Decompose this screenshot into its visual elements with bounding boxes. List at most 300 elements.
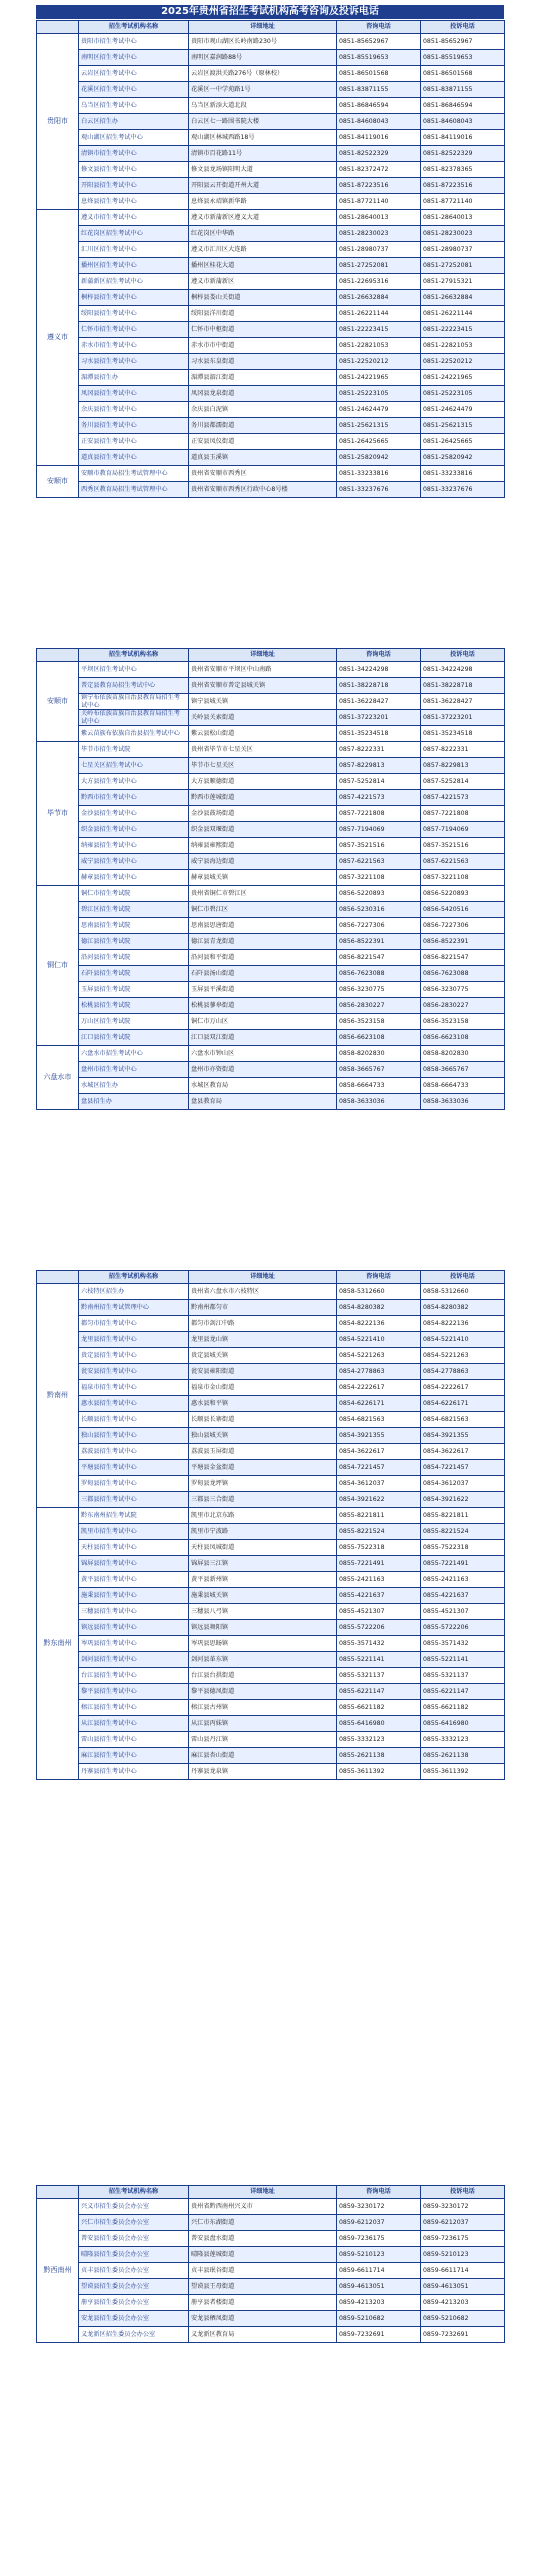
complaint-phone: 0857-4221573	[421, 790, 505, 806]
address: 清镇市百花路11号	[189, 146, 337, 162]
institution-name: 六盘水市招生考试中心	[79, 1046, 189, 1062]
institution-name: 平坝区招生考试中心	[79, 662, 189, 678]
consult-phone: 0859-5210123	[337, 2247, 421, 2263]
complaint-phone: 0854-3921355	[421, 1428, 505, 1444]
consult-phone: 0857-6221563	[337, 854, 421, 870]
consult-phone: 0851-38228718	[337, 678, 421, 694]
consult-phone: 0857-3221108	[337, 870, 421, 886]
address: 榕江县古州镇	[189, 1700, 337, 1716]
header-cell: 详细地址	[189, 2186, 337, 2199]
table-row	[37, 1364, 505, 1380]
table-row	[37, 322, 505, 338]
address: 丹寨县龙泉镇	[189, 1764, 337, 1780]
address: 纳雍县雍熙街道	[189, 838, 337, 854]
complaint-phone: 0851-35234518	[421, 726, 505, 742]
institution-name: 黄平县招生考试中心	[79, 1572, 189, 1588]
table-row	[37, 1588, 505, 1604]
consult-phone: 0851-85519653	[337, 50, 421, 66]
complaint-phone: 0851-87721140	[421, 194, 505, 210]
complaint-phone: 0859-6611714	[421, 2263, 505, 2279]
consult-phone: 0855-3332123	[337, 1732, 421, 1748]
consult-phone: 0851-86846594	[337, 98, 421, 114]
consult-phone: 0858-6664733	[337, 1078, 421, 1094]
consult-phone: 0858-5312660	[337, 1284, 421, 1300]
institution-name: 紫云苗族布依族自治县招生考试中心	[79, 726, 189, 742]
address: 石阡县汤山街道	[189, 966, 337, 982]
consult-phone: 0851-35234518	[337, 726, 421, 742]
institution-name: 黔西市招生考试中心	[79, 790, 189, 806]
consult-phone: 0854-3612037	[337, 1476, 421, 1492]
consult-phone: 0858-3665767	[337, 1062, 421, 1078]
institution-name: 平塘县招生考试中心	[79, 1460, 189, 1476]
address: 红花岗区中华路	[189, 226, 337, 242]
table-row	[37, 934, 505, 950]
institution-name: 修文县招生考试中心	[79, 162, 189, 178]
complaint-phone: 0855-2621138	[421, 1748, 505, 1764]
address: 务川县都濡街道	[189, 418, 337, 434]
institution-name: 天柱县招生考试中心	[79, 1540, 189, 1556]
consult-phone: 0854-2222617	[337, 1380, 421, 1396]
table-row	[37, 306, 505, 322]
complaint-phone: 0851-28980737	[421, 242, 505, 258]
table-row	[37, 966, 505, 982]
table-row	[37, 1748, 505, 1764]
institution-name: 榕江县招生考试中心	[79, 1700, 189, 1716]
table-row	[37, 1428, 505, 1444]
address: 凯里市北京东路	[189, 1508, 337, 1524]
address: 黔南州都匀市	[189, 1300, 337, 1316]
contact-table-1	[36, 20, 504, 498]
institution-name: 晴隆县招生委员会办公室	[79, 2247, 189, 2263]
table-row	[37, 790, 505, 806]
address: 乌当区新添大道北段	[189, 98, 337, 114]
table-row	[37, 1524, 505, 1540]
header-cell: 投诉电话	[421, 2186, 505, 2199]
complaint-phone: 0858-5312660	[421, 1284, 505, 1300]
consult-phone: 0857-7221808	[337, 806, 421, 822]
institution-name: 黔南州招生考试管理中心	[79, 1300, 189, 1316]
address: 大方县顺德街道	[189, 774, 337, 790]
table-row	[37, 1316, 505, 1332]
institution-name: 兴义市招生委员会办公室	[79, 2199, 189, 2215]
consult-phone: 0851-82522329	[337, 146, 421, 162]
table-row	[37, 162, 505, 178]
consult-phone: 0855-7221491	[337, 1556, 421, 1572]
institution-name: 凯里市招生考试中心	[79, 1524, 189, 1540]
institution-name: 余庆县招生考试中心	[79, 402, 189, 418]
consult-phone: 0851-24624479	[337, 402, 421, 418]
address: 盘县教育局	[189, 1094, 337, 1110]
consult-phone: 0851-28980737	[337, 242, 421, 258]
institution-name: 雷山县招生考试中心	[79, 1732, 189, 1748]
table-row	[37, 1062, 505, 1078]
complaint-phone: 0851-25621315	[421, 418, 505, 434]
consult-phone: 0851-86501568	[337, 66, 421, 82]
complaint-phone: 0855-6621182	[421, 1700, 505, 1716]
address: 湄潭县湄江街道	[189, 370, 337, 386]
address: 普安县盘水街道	[189, 2231, 337, 2247]
table-row	[37, 1652, 505, 1668]
institution-name: 独山县招生考试中心	[79, 1428, 189, 1444]
table-row	[37, 258, 505, 274]
complaint-phone: 0856-3523158	[421, 1014, 505, 1030]
consult-phone: 0851-25820942	[337, 450, 421, 466]
address: 贞丰县珉谷街道	[189, 2263, 337, 2279]
complaint-phone: 0857-8222331	[421, 742, 505, 758]
address: 义龙新区教育局	[189, 2327, 337, 2343]
consult-phone: 0855-3571432	[337, 1636, 421, 1652]
complaint-phone: 0851-25223105	[421, 386, 505, 402]
table-row	[37, 2199, 505, 2215]
address: 贵州省安顺市西秀区	[189, 466, 337, 482]
consult-phone: 0851-83871155	[337, 82, 421, 98]
table-row	[37, 1078, 505, 1094]
table-row	[37, 822, 505, 838]
consult-phone: 0857-4221573	[337, 790, 421, 806]
institution-name: 铜仁市招生考试院	[79, 886, 189, 902]
complaint-phone: 0859-5210682	[421, 2311, 505, 2327]
table-row	[37, 1412, 505, 1428]
consult-phone: 0851-24221965	[337, 370, 421, 386]
address: 桐梓县娄山关街道	[189, 290, 337, 306]
complaint-phone: 0856-2830227	[421, 998, 505, 1014]
table-row	[37, 1444, 505, 1460]
address: 荔波县玉屏街道	[189, 1444, 337, 1460]
complaint-phone: 0859-4213203	[421, 2295, 505, 2311]
consult-phone: 0858-8202830	[337, 1046, 421, 1062]
address: 镇远县舞阳镇	[189, 1620, 337, 1636]
header-cell: 详细地址	[189, 21, 337, 34]
address: 紫云县松山街道	[189, 726, 337, 742]
complaint-phone: 0851-27915321	[421, 274, 505, 290]
address: 平塘县金盆街道	[189, 1460, 337, 1476]
consult-phone: 0855-6416980	[337, 1716, 421, 1732]
table-row	[37, 210, 505, 226]
institution-name: 汇川区招生考试中心	[79, 242, 189, 258]
complaint-phone: 0856-8522391	[421, 934, 505, 950]
table-row	[37, 354, 505, 370]
consult-phone: 0851-26425665	[337, 434, 421, 450]
consult-phone: 0856-7623088	[337, 966, 421, 982]
contact-table	[36, 1270, 505, 1780]
consult-phone: 0856-5230316	[337, 902, 421, 918]
address: 思南县思唐街道	[189, 918, 337, 934]
address: 罗甸县龙坪镇	[189, 1476, 337, 1492]
header-cell: 投诉电话	[421, 649, 505, 662]
complaint-phone: 0851-82522329	[421, 146, 505, 162]
complaint-phone: 0855-5221141	[421, 1652, 505, 1668]
address: 望谟县王母街道	[189, 2279, 337, 2295]
address: 息烽县永靖镇新华路	[189, 194, 337, 210]
institution-name: 思南县招生考试院	[79, 918, 189, 934]
institution-name: 凤冈县招生考试中心	[79, 386, 189, 402]
institution-name: 新蒲新区招生考试中心	[79, 274, 189, 290]
table-row	[37, 2327, 505, 2343]
complaint-phone: 0855-3611392	[421, 1764, 505, 1780]
complaint-phone: 0856-3230775	[421, 982, 505, 998]
institution-name: 湄潭县招生办	[79, 370, 189, 386]
address: 铜仁市万山区	[189, 1014, 337, 1030]
address: 福泉市金山街道	[189, 1380, 337, 1396]
institution-name: 镇宁布依族苗族自治县教育局招生考试中心	[79, 694, 189, 710]
header-cell: 招生考试机构名称	[79, 1271, 189, 1284]
complaint-phone: 0857-7194069	[421, 822, 505, 838]
address: 江口县双江街道	[189, 1030, 337, 1046]
header-cell: 招生考试机构名称	[79, 649, 189, 662]
institution-name: 万山区招生考试院	[79, 1014, 189, 1030]
complaint-phone: 0854-5221410	[421, 1332, 505, 1348]
city-cell: 安顺市	[37, 466, 79, 498]
institution-name: 剑河县招生考试中心	[79, 1652, 189, 1668]
institution-name: 盘州市招生考试中心	[79, 1062, 189, 1078]
address: 开阳县云开街道开州大道	[189, 178, 337, 194]
consult-phone: 0856-7227306	[337, 918, 421, 934]
complaint-phone: 0856-5420516	[421, 902, 505, 918]
complaint-phone: 0851-26632884	[421, 290, 505, 306]
consult-phone: 0851-22821053	[337, 338, 421, 354]
table-row	[37, 1636, 505, 1652]
address: 施秉县城关镇	[189, 1588, 337, 1604]
address: 贵州省铜仁市碧江区	[189, 886, 337, 902]
table-row	[37, 1508, 505, 1524]
complaint-phone: 0855-3571432	[421, 1636, 505, 1652]
table-row	[37, 194, 505, 210]
address: 仁怀市中枢街道	[189, 322, 337, 338]
address: 六盘水市钟山区	[189, 1046, 337, 1062]
consult-phone: 0851-22520212	[337, 354, 421, 370]
address: 贵州省六盘水市六枝特区	[189, 1284, 337, 1300]
consult-phone: 0859-4213203	[337, 2295, 421, 2311]
institution-name: 清镇市招生考试中心	[79, 146, 189, 162]
page-title: 2025年贵州省招生考试机构高考咨询及投诉电话	[36, 5, 504, 19]
consult-phone: 0857-7194069	[337, 822, 421, 838]
table-row	[37, 418, 505, 434]
header-cell: 咨询电话	[337, 1271, 421, 1284]
table-row	[37, 386, 505, 402]
institution-name: 毕节市招生考试院	[79, 742, 189, 758]
complaint-phone: 0851-28230023	[421, 226, 505, 242]
consult-phone: 0855-4521307	[337, 1604, 421, 1620]
table-row	[37, 902, 505, 918]
institution-name: 关岭布依族苗族自治县教育局招生考试中心	[79, 710, 189, 726]
complaint-phone: 0851-26425665	[421, 434, 505, 450]
table-row	[37, 1700, 505, 1716]
institution-name: 桐梓县招生考试中心	[79, 290, 189, 306]
complaint-phone: 0851-84608043	[421, 114, 505, 130]
complaint-phone: 0851-84119016	[421, 130, 505, 146]
table-row	[37, 402, 505, 418]
consult-phone: 0855-7522318	[337, 1540, 421, 1556]
complaint-phone: 0851-38228718	[421, 678, 505, 694]
table-row	[37, 274, 505, 290]
table-row	[37, 1476, 505, 1492]
address: 黎平县德凤街道	[189, 1684, 337, 1700]
address: 册亨县者楼街道	[189, 2295, 337, 2311]
complaint-phone: 0854-6226171	[421, 1396, 505, 1412]
institution-name: 长顺县招生考试中心	[79, 1412, 189, 1428]
institution-name: 安龙县招生委员会办公室	[79, 2311, 189, 2327]
complaint-phone: 0855-5722206	[421, 1620, 505, 1636]
complaint-phone: 0859-7236175	[421, 2231, 505, 2247]
table-row	[37, 2231, 505, 2247]
address: 从江县丙妹镇	[189, 1716, 337, 1732]
complaint-phone: 0854-3921622	[421, 1492, 505, 1508]
complaint-phone: 0851-86501568	[421, 66, 505, 82]
complaint-phone: 0851-27252081	[421, 258, 505, 274]
address: 贵州省安顺市普定县城关镇	[189, 678, 337, 694]
contact-table-2	[36, 648, 504, 1110]
institution-name: 德江县招生考试院	[79, 934, 189, 950]
institution-name: 纳雍县招生考试中心	[79, 838, 189, 854]
consult-phone: 0854-2778863	[337, 1364, 421, 1380]
consult-phone: 0851-82372472	[337, 162, 421, 178]
consult-phone: 0855-8221811	[337, 1508, 421, 1524]
header-cell: 详细地址	[189, 1271, 337, 1284]
table-row	[37, 146, 505, 162]
complaint-phone: 0855-3332123	[421, 1732, 505, 1748]
table-row	[37, 1764, 505, 1780]
complaint-phone: 0858-8202830	[421, 1046, 505, 1062]
institution-name: 沿河县招生考试院	[79, 950, 189, 966]
consult-phone: 0851-36228427	[337, 694, 421, 710]
consult-phone: 0855-8221524	[337, 1524, 421, 1540]
address: 凯里市宁波路	[189, 1524, 337, 1540]
table-row	[37, 1492, 505, 1508]
table-row	[37, 1284, 505, 1300]
contact-table-3	[36, 1270, 504, 1780]
address: 关岭县关索街道	[189, 710, 337, 726]
consult-phone: 0851-22695316	[337, 274, 421, 290]
consult-phone: 0858-3633036	[337, 1094, 421, 1110]
table-row	[37, 710, 505, 726]
complaint-phone: 0859-6212037	[421, 2215, 505, 2231]
table-row	[37, 918, 505, 934]
address: 镇宁县城关镇	[189, 694, 337, 710]
address: 习水县东皇街道	[189, 354, 337, 370]
complaint-phone: 0857-7221808	[421, 806, 505, 822]
complaint-phone: 0855-7522318	[421, 1540, 505, 1556]
complaint-phone: 0851-87223516	[421, 178, 505, 194]
address: 贵州省毕节市七星关区	[189, 742, 337, 758]
institution-name: 望谟县招生委员会办公室	[79, 2279, 189, 2295]
institution-name: 西秀区教育局招生考试管理中心	[79, 482, 189, 498]
consult-phone: 0854-3921355	[337, 1428, 421, 1444]
consult-phone: 0854-7221457	[337, 1460, 421, 1476]
complaint-phone: 0857-3521516	[421, 838, 505, 854]
consult-phone: 0854-8222136	[337, 1316, 421, 1332]
consult-phone: 0851-28640013	[337, 210, 421, 226]
complaint-phone: 0851-34224298	[421, 662, 505, 678]
table-row	[37, 1046, 505, 1062]
complaint-phone: 0858-3633036	[421, 1094, 505, 1110]
complaint-phone: 0857-8229813	[421, 758, 505, 774]
address: 兴仁市东湖街道	[189, 2215, 337, 2231]
table-row	[37, 1348, 505, 1364]
consult-phone: 0851-28230023	[337, 226, 421, 242]
complaint-phone: 0851-26221144	[421, 306, 505, 322]
institution-name: 赤水市招生考试中心	[79, 338, 189, 354]
address: 龙里县龙山镇	[189, 1332, 337, 1348]
address: 赫章县城关镇	[189, 870, 337, 886]
table-row	[37, 34, 505, 50]
address: 播州区桂花大道	[189, 258, 337, 274]
institution-name: 锦屏县招生考试中心	[79, 1556, 189, 1572]
complaint-phone: 0854-8280382	[421, 1300, 505, 1316]
institution-name: 盘县招生办	[79, 1094, 189, 1110]
address: 遵义市新蒲新区	[189, 274, 337, 290]
table-row	[37, 50, 505, 66]
address: 花溪区一中学苑路1号	[189, 82, 337, 98]
consult-phone: 0859-7236175	[337, 2231, 421, 2247]
address: 安龙县栖凤街道	[189, 2311, 337, 2327]
institution-name: 义龙新区招生委员会办公室	[79, 2327, 189, 2343]
table-row	[37, 1396, 505, 1412]
consult-phone: 0851-37223201	[337, 710, 421, 726]
address: 贵定县城关镇	[189, 1348, 337, 1364]
city-cell: 黔南州	[37, 1284, 79, 1508]
complaint-phone: 0851-33233816	[421, 466, 505, 482]
institution-name: 仁怀市招生考试中心	[79, 322, 189, 338]
complaint-phone: 0855-6221147	[421, 1684, 505, 1700]
address: 岑巩县思旸镇	[189, 1636, 337, 1652]
city-cell: 铜仁市	[37, 886, 79, 1046]
consult-phone: 0856-5220893	[337, 886, 421, 902]
address: 台江县台拱街道	[189, 1668, 337, 1684]
complaint-phone: 0851-22520212	[421, 354, 505, 370]
table-row	[37, 678, 505, 694]
contact-table	[36, 20, 505, 498]
table-row	[37, 450, 505, 466]
institution-name: 贞丰县招生委员会办公室	[79, 2263, 189, 2279]
complaint-phone: 0851-36228427	[421, 694, 505, 710]
consult-phone: 0851-84608043	[337, 114, 421, 130]
institution-name: 贵定县招生考试中心	[79, 1348, 189, 1364]
consult-phone: 0854-3921622	[337, 1492, 421, 1508]
institution-name: 罗甸县招生考试中心	[79, 1476, 189, 1492]
table-row	[37, 982, 505, 998]
institution-name: 六枝特区招生办	[79, 1284, 189, 1300]
consult-phone: 0851-87721140	[337, 194, 421, 210]
institution-name: 普安县招生委员会办公室	[79, 2231, 189, 2247]
consult-phone: 0855-5221141	[337, 1652, 421, 1668]
table-row	[37, 1620, 505, 1636]
address: 玉屏县平溪街道	[189, 982, 337, 998]
consult-phone: 0855-5722206	[337, 1620, 421, 1636]
consult-phone: 0855-5321137	[337, 1668, 421, 1684]
consult-phone: 0859-6212037	[337, 2215, 421, 2231]
table-row	[37, 1556, 505, 1572]
institution-name: 贵阳市招生考试中心	[79, 34, 189, 50]
table-row	[37, 1014, 505, 1030]
table-row	[37, 2295, 505, 2311]
institution-name: 玉屏县招生考试院	[79, 982, 189, 998]
complaint-phone: 0854-6821563	[421, 1412, 505, 1428]
table-row	[37, 1332, 505, 1348]
table-row	[37, 1094, 505, 1110]
table-row	[37, 838, 505, 854]
institution-name: 石阡县招生考试院	[79, 966, 189, 982]
table-row	[37, 338, 505, 354]
institution-name: 白云区招生办	[79, 114, 189, 130]
institution-name: 福泉市招生考试中心	[79, 1380, 189, 1396]
consult-phone: 0859-7232691	[337, 2327, 421, 2343]
complaint-phone: 0855-8221811	[421, 1508, 505, 1524]
institution-name: 播州区招生考试中心	[79, 258, 189, 274]
institution-name: 施秉县招生考试中心	[79, 1588, 189, 1604]
table-row	[37, 2263, 505, 2279]
consult-phone: 0854-5221410	[337, 1332, 421, 1348]
institution-name: 安顺市教育局招生考试管理中心	[79, 466, 189, 482]
